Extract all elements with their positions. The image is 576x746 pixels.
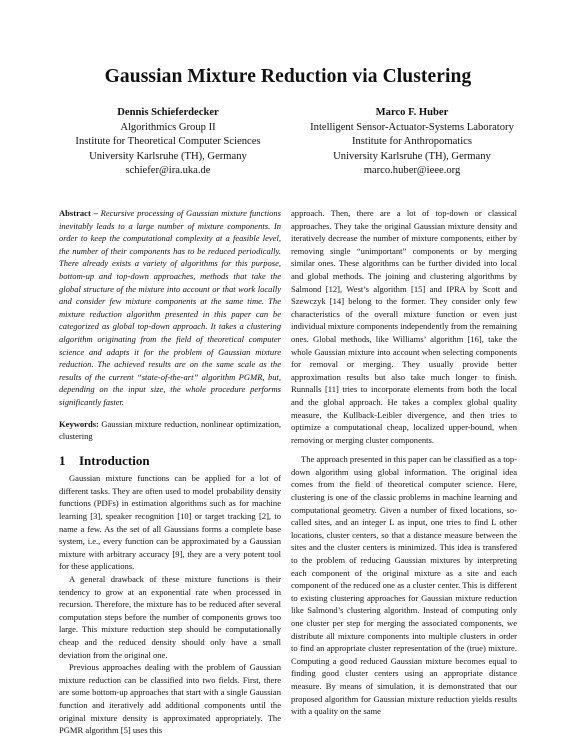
author-affiliation: Institute for Anthropomatics xyxy=(351,136,473,148)
body-paragraph: Gaussian mixture functions can be applied for a lot of different tasks. They are often used to model probability density functions (PDFs) in estimation algorithms such as for machine learning [3], speaker recognition [10] or target tracking [2], to name a few. As the set of all Gaussians forms a complete base system, i.e., every function can be approximated by a Gaussian mixture with arbitrary accuracy [9], they are a very potent tool for these applications. xyxy=(59,473,281,572)
author-affiliation: Algorithmics Group II xyxy=(120,121,216,133)
paper-title: Gaussian Mixture Reduction via Clustering xyxy=(104,66,472,87)
section-heading xyxy=(59,452,281,468)
author-email: marco.huber@ieee.org xyxy=(363,165,461,177)
author-email: schiefer@ira.uka.de xyxy=(125,165,211,177)
author-block-1 xyxy=(48,106,288,179)
keywords xyxy=(59,418,281,443)
body-paragraph: A general drawback of these mixture functions is their tendency to grow at an exponential rate when processed in recursion. Therefore, the mixture has to be reduced after several computation steps before the number of components grows too large. This mixture reduction step should be computationally cheap and the reduced density should only have a small deviation from the original one. xyxy=(59,574,281,660)
section-number: 1 xyxy=(59,452,66,468)
author-affiliation: University Karlsruhe (TH), Germany xyxy=(89,150,247,162)
right-column xyxy=(291,207,517,718)
left-column xyxy=(59,207,281,737)
abstract xyxy=(59,207,281,409)
author-name: Dennis Schieferdecker xyxy=(117,107,219,118)
author-name: Marco F. Huber xyxy=(375,107,449,118)
author-affiliation: Intelligent Sensor-Actuator-Systems Laboratory xyxy=(310,121,514,133)
abstract-label: Abstract – xyxy=(59,208,98,218)
body-paragraph: Previous approaches dealing with the problem of Gaussian mixture reduction can be classified into two fields. First, there are some bottom-up approaches that start with a single Gaussian function and iteratively add additional components until the original mixture density is approximated appropriately. The PGMR algorithm [5] uses this xyxy=(59,662,281,736)
abstract-text: Recursive processing of Gaussian mixture functions inevitably leads to a large number of mixture components. In order to keep the computational complexity at a feasible level, the number of their components has to be reduced periodically. There already exists a variety of algorithms for this purpose, bottom-up and top-down approaches, methods that take the global structure of the mixture into account or that work locally and consider few mixture components at the same time. The mixture reduction algorithm presented in this paper can be categorized as global top-down approach. It takes a clustering algorithm originating from the field of theoretical computer science and adapts it for the problem of Gaussian mixture reduction. The achieved results are on the same scale as the results of the current “state-of-the-art” algorithm PGMR, but, depending on the input size, the whole procedure performs significantly faster. xyxy=(59,208,281,407)
author-block-2 xyxy=(284,106,540,179)
keywords-text: Gaussian mixture reduction, nonlinear optimization, clustering xyxy=(59,418,281,442)
author-affiliation: Institute for Theoretical Computer Sciences xyxy=(75,136,261,148)
body-paragraph: The approach presented in this paper can be classified as a top-down algorithm using global information. The original idea comes from the field of theoretical computer science. Here, clustering is one of the classic problems in machine learning and computational geometry. Given a number of fixed locations, so-called sites, and an integer L as input, one tries to find L other locations, cluster centers, so that a distance measure between the sites and the cluster centers is minimized. This idea is transfered to the problem of reducing Gaussian mixtures by interpreting each component of the original mixture as a site and each component of the reduced one as a cluster center. This is different to existing clustering approaches for Gaussian mixture reduction like Salmond’s clustering algorithm. Instead of computing only one cluster per step for merging the associated components, we distribute all mixture components into multiple clusters in order to find an appropriate cluster representation of the (true) mixture. Computing a good reduced Gaussian mixture becomes equal to finding good cluster centers using an appropriate distance measure. By means of simulation, it is demonstrated that our proposed algorithm for Gaussian mixture reduction yields results with a quality on the same xyxy=(291,454,517,717)
author-affiliation: University Karlsruhe (TH), Germany xyxy=(333,150,491,162)
body-paragraph: approach. Then, there are a lot of top-down or classical approaches. They take the original Gaussian mixture density and iteratively decrease the number of mixture components, either by removing single “unimportant” components or by merging similar ones. These algorithms can be further divided into local and global methods. The joining and clustering algorithms by Salmond [12], West’s algorithm [15] and IPRA by Scott and Szewczyk [14] belong to the former. They consider only few characteristics of the overall mixture function or even just individual mixture components independently from the remaining ones. Global methods, like Williams’ algorithm [16], take the whole Gaussian mixture into account when selecting components for removal or merging. They usually provide better approximation results but also take much longer to finish. Runnalls [11] tries to incorporate elements from both the local and the global approach. He takes a complex global quality measure, the Kullback-Leibler divergence, and then tries to optimize a computational cheap, localized upper-bound, when removing or merging cluster components. xyxy=(291,208,517,445)
section-title: Introduction xyxy=(79,452,150,468)
keywords-label: Keywords: xyxy=(59,418,99,429)
